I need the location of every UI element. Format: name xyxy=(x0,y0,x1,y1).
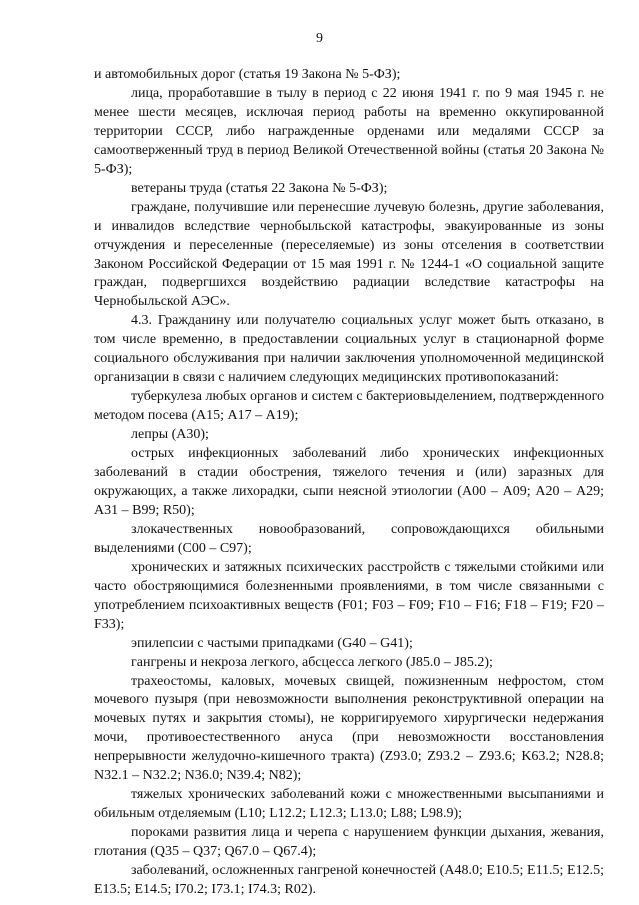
paragraph-epilepsy: эпилепсии с частыми припадками (G40 – G41); xyxy=(131,635,413,651)
paragraph-skin-diseases: тяжелых хронических заболеваний кожи с множественными высыпаниями и обильным отделяемым (L10; L12.2; L12.3; L13.0; L88; L98.9); xyxy=(94,787,604,822)
paragraph-labor-veterans: ветераны труда (статья 22 Закона № 5-ФЗ); xyxy=(131,180,388,196)
document-body xyxy=(94,66,604,900)
paragraph-stomas: трахеостомы, каловых, мочевых свищей, пожизненным нефростом, стом мочевого пузыря (при невозможности выполнения реконструктивной операции на мочевых путях и закрытия стомы), не корригируемого хирургически недержания мочи, противоестественного ануса (при невозможности восстановления непрерывности желудочно-кишечного тракта) (Z93.0; Z93.2 – Z93.6; K63.2; N28.8; N32.1 – N32.2; N36.0; N39.4; N82); xyxy=(94,673,604,784)
paragraph-leprosy: лепры (А30); xyxy=(131,427,209,443)
paragraph-chernobyl-citizens: граждане, получившие или перенесшие лучевую болезнь, другие заболевания, и инвалидов вследствие чернобыльской катастрофы, эвакуированные из зоны отчуждения и переселенные (переселяемые) из зоны отселения в соответствии Законом Российской Федерации от 15 мая 1991 г. № 1244-1 «О социальной защите граждан, подвергшихся воздействию радиации вследствие катастрофы на Чернобыльской АЭС». xyxy=(94,199,604,310)
page-number: 9 xyxy=(316,31,323,46)
paragraph-lung-gangrene: гангрены и некроза легкого, абсцесса легкого (J85.0 – J85.2); xyxy=(131,654,493,670)
paragraph-limb-gangrene: заболеваний, осложненных гангреной конечностей (А48.0; Е10.5; Е11.5; Е12.5; Е13.5; Е14.5; I70.2; I73.1; I74.3; R02). xyxy=(94,863,604,897)
paragraph-roads-continuation: и автомобильных дорог (статья 19 Закона № 5-ФЗ); xyxy=(94,67,401,82)
paragraph-face-skull-defects: пороками развития лица и черепа с нарушением функции дыхания, жевания, глотания (Q35 – Q37; Q67.0 – Q67.4); xyxy=(94,825,604,860)
paragraph-home-front-workers: лица, проработавшие в тылу в период с 22 июня 1941 г. по 9 мая 1945 г. не менее шести месяцев, исключая период работы на временно оккупированной территории СССР, либо награжденные орденами или медалями СССР за самоотверженный труд в период Великой Отечественной войны (статья 20 Закона № 5-ФЗ); xyxy=(94,85,604,177)
paragraph-tuberculosis: туберкулеза любых органов и систем с бактериовыделением, подтвержденного методом посева (А15; А17 – А19); xyxy=(94,389,604,424)
paragraph-infectious-diseases: острых инфекционных заболеваний либо хронических инфекционных заболеваний в стадии обострения, тяжелого течения и (или) заразных для окружающих, а также лихорадки, сыпи неясной этиологии (А00 – А09; А20 – А29; А31 – В99; R50); xyxy=(94,446,604,518)
paragraph-malignant-neoplasms: злокачественных новообразований, сопровождающихся обильными выделениями (С00 – С97); xyxy=(94,521,604,556)
paragraph-mental-disorders: хронических и затяжных психических расстройств с тяжелыми стойкими или часто обостряющимися болезненными проявлениями, в том числе связанными с употреблением психоактивных веществ (F01; F03 – F09; F10 – F16; F18 – F19; F20 – F33); xyxy=(94,559,604,632)
paragraph-section-4-3: 4.3. Гражданину или получателю социальных услуг может быть отказано, в том числе временно, в предоставлении социальных услуг в стационарной форме социального обслуживания при наличии заключения уполномоченной медицинской организации в связи с наличием следующих медицинских противопоказаний: xyxy=(94,313,604,386)
